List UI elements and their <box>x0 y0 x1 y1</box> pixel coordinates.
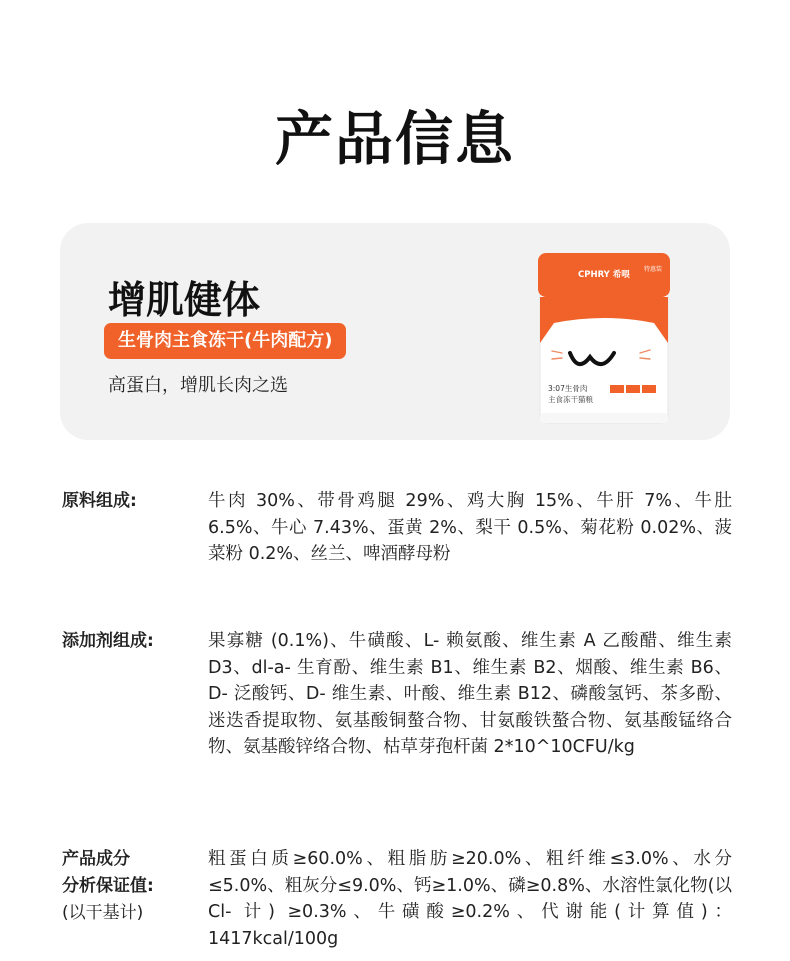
analysis-value: 粗蛋白质≥60.0%、粗脂肪≥20.0%、粗纤维≤3.0%、水分≤5.0%、粗灰分≤9.0%、钙≥1.0%、磷≥0.8%、水溶性氯化物(以 Cl- 计) ≥0.3%、牛磺酸≥0.2%、代谢能(计算值)： 1417kcal/100g <box>208 849 732 949</box>
product-card <box>60 223 730 440</box>
canister-brand: CPHRY 希喂 <box>578 270 630 280</box>
product-tagline: 高蛋白，增肌长肉之选 <box>108 375 288 396</box>
product-name-badge: 生骨肉主食冻干(牛肉配方) <box>104 323 346 359</box>
ingredients-value: 牛肉 30%、带骨鸡腿 29%、鸡大胸 15%、牛肝 7%、牛肚 6.5%、牛心 7.43%、蛋黄 2%、梨干 0.5%、菊花粉 0.02%、菠菜粉 0.2%、丝兰、啤酒酵母粉 <box>208 491 732 564</box>
page-title: 产品信息 <box>274 105 515 173</box>
ingredients-label: 原料组成: <box>62 491 137 511</box>
canister-line2: 主食冻干猫粮 <box>548 395 593 404</box>
analysis-label-line3: (以干基计) <box>62 903 144 923</box>
analysis-label-line2: 分析保证值: <box>62 876 154 896</box>
canister-side-text: 特惠装 <box>644 266 663 273</box>
product-heading: 增肌健体 <box>108 278 261 322</box>
analysis-label <box>62 846 202 927</box>
additives-label: 添加剂组成: <box>62 631 154 651</box>
product-canister-image <box>532 247 676 427</box>
canister-line1: 3:07生骨肉 <box>548 384 588 393</box>
additives-value: 果寡糖 (0.1%)、牛磺酸、L- 赖氨酸、维生素 A 乙酸醋、维生素 D3、dl-a- 生育酚、维生素 B1、维生素 B2、烟酸、维生素 B6、D- 泛酸钙、D- 维生素、叶酸、维生素 B12、磷酸氢钙、茶多酚、迷迭香提取物、氨基酸铜螯合物、甘氨酸铁螯合物、氨基酸锰络合物、氨基酸锌络合物、枯草芽孢杆菌 2*10^10CFU/kg <box>208 631 732 757</box>
analysis-label-line1: 产品成分 <box>62 849 130 869</box>
